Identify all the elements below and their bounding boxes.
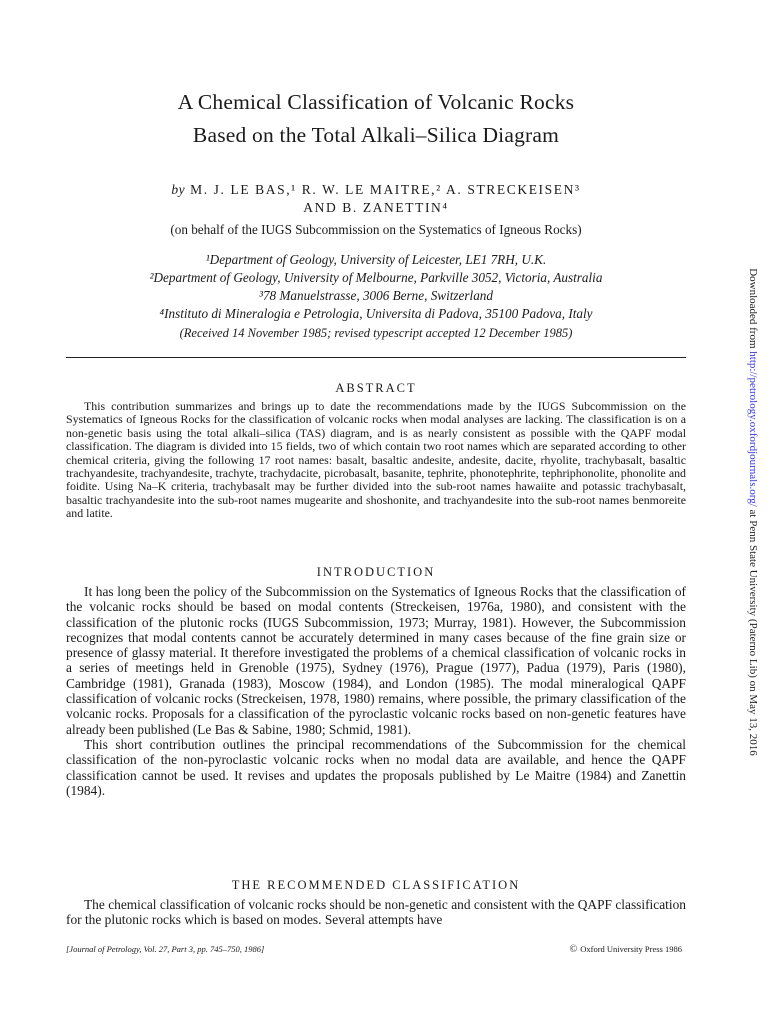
on-behalf-note: (on behalf of the IUGS Subcommission on the Systematics of Igneous Rocks)	[170, 222, 582, 237]
affiliation-4: ⁴Instituto di Mineralogia e Petrologia, Universita di Padova, 35100 Padova, Italy	[159, 306, 593, 321]
recommended-classification-body	[66, 897, 686, 928]
authors-line2: AND B. ZANETTIN⁴	[303, 200, 449, 215]
received-dates: (Received 14 November 1985; revised typescript accepted 12 December 1985)	[179, 326, 573, 340]
rec-paragraph: The chemical classification of volcanic rocks should be non-genetic and consistent with the QAPF classification for the plutonic rocks which is based on modes. Several attempts have	[66, 897, 686, 928]
abstract-paragraph: This contribution summarizes and brings up to date the recommendations made by the IUGS Subcommission on the Systematics of Igneous Rocks for the classification of volcanic rocks when modal analyses are lacking. The classification is on a non-genetic basis using the total alkali–silica (TAS) diagram, and is as nearly consistent as possible with the QAPF modal classification. The diagram is divided into 15 fields, two of which contain two root names which are separated according to other chemical criteria, giving the following 17 root names: basalt, basaltic andesite, andesite, dacite, rhyolite, trachybasalt, basaltic trachyandesite, trachyandesite, trachyte, trachydacite, picrobasalt, basanite, tephrite, phonotephrite, tephriphonolite, phonolite and foidite. Using Na–K criteria, trachybasalt may be further divided into the sub-root names hawaiite and potassic trachybasalt, basaltic trachyandesite into the sub-root names mugearite and shoshonite, and trachyandesite into the sub-root names benmoreite and latite.	[66, 399, 686, 521]
authors-by: by	[171, 182, 186, 197]
abstract-heading: ABSTRACT	[335, 381, 417, 395]
introduction-body	[66, 584, 686, 798]
copyright-text: Oxford University Press 1986	[580, 944, 682, 954]
journal-citation: [Journal of Petrology, Vol. 27, Part 3, pp. 745–750, 1986]	[66, 944, 265, 954]
paper-title-line1: A Chemical Classification of Volcanic Rocks	[177, 90, 575, 114]
recommended-classification-heading: THE RECOMMENDED CLASSIFICATION	[231, 878, 521, 892]
intro-paragraph-2: This short contribution outlines the principal recommendations of the Subcommission for the chemical classification of the non-pyroclastic volcanic rocks when no modal data are available, and hence the QAPF classification cannot be used. It revises and updates the proposals published by Le Maitre (1984) and Zanettin (1984).	[66, 736, 686, 798]
abstract-body	[66, 400, 686, 521]
download-suffix: at Penn State University (Paterno Lib) on May 13, 2016	[747, 506, 759, 756]
introduction-heading: INTRODUCTION	[316, 565, 436, 579]
intro-paragraph-1: It has long been the policy of the Subcommission on the Systematics of Igneous Rocks that the classification of the volcanic rocks should be based on modal contents (Streckeisen, 1976a, 1980), and consistent with the classification of the plutonic rocks (IUGS Subcommission, 1973; Murray, 1981). However, the Subcommission recognizes that modal contents cannot be accurately determined in many cases because of the fine grain size or presence of glassy material. It therefore investigated the problems of a chemical classification of volcanic rocks in a series of meetings held in Grenoble (1975), Sydney (1976), Prague (1977), Padua (1979), Paris (1980), Cambridge (1981), Granada (1983), Moscow (1984), and London (1985). The modal mineralogical QAPF classification of volcanic rocks (Streckeisen, 1978, 1980) remains, where possible, the primary classification of the volcanic rocks. Proposals for a classification of the pyroclastic volcanic rocks based on non-genetic features have already been published (Le Bas & Sabine, 1980; Schmid, 1981).	[66, 584, 686, 737]
header-divider	[66, 357, 686, 358]
affiliation-3: ³78 Manuelstrasse, 3006 Berne, Switzerland	[259, 288, 493, 303]
authors-line1	[66, 181, 686, 199]
paper-title-line2: Based on the Total Alkali–Silica Diagram	[192, 123, 560, 147]
journal-link[interactable]: http://petrology.oxfordjournals.org/	[747, 351, 759, 507]
download-watermark	[745, 242, 759, 782]
authors-names: M. J. LE BAS,¹ R. W. LE MAITRE,² A. STRECKEISEN³	[190, 182, 581, 197]
download-prefix: Downloaded from	[747, 268, 759, 352]
copyright	[570, 944, 682, 955]
affiliation-2: ²Department of Geology, University of Melbourne, Parkville 3052, Victoria, Australia	[149, 270, 603, 285]
copyright-icon: ©	[569, 944, 578, 955]
affiliation-1: ¹Department of Geology, University of Leicester, LE1 7RH, U.K.	[205, 252, 547, 267]
